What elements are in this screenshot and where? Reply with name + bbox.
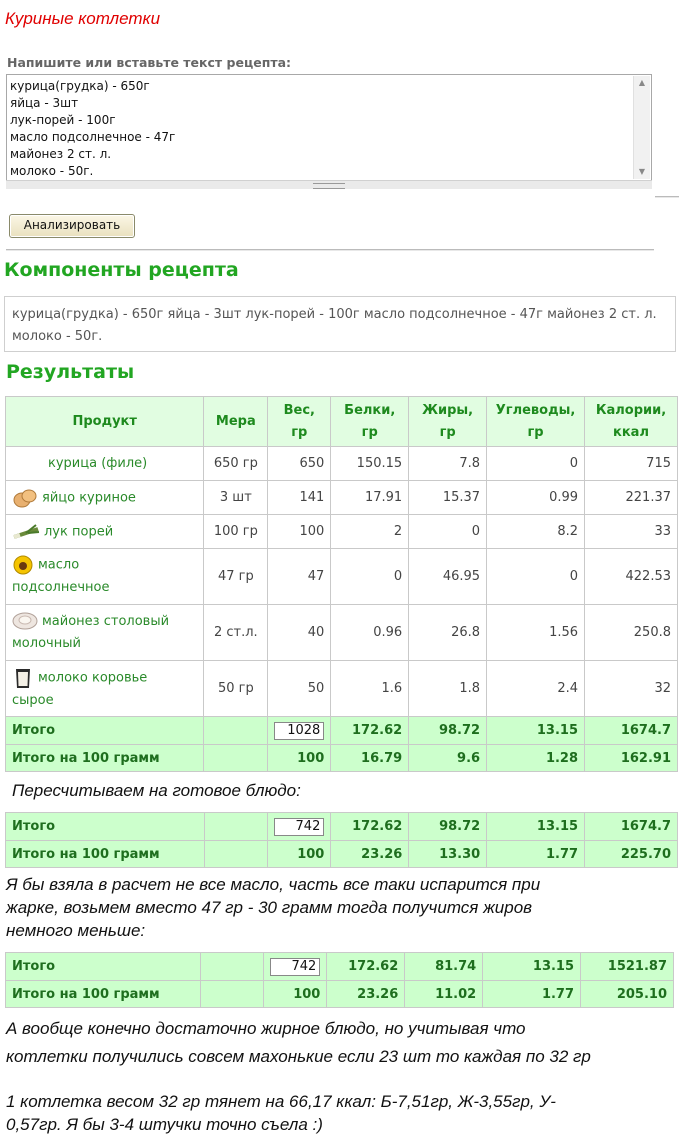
col-product: Продукт xyxy=(6,397,204,447)
total-calories: 1674.7 xyxy=(585,717,678,745)
textarea-resize-handle[interactable] xyxy=(6,180,652,189)
cell-measure: 50 гр xyxy=(204,661,268,717)
cell-calories: 715 xyxy=(585,447,678,481)
recipe-line: майонез 2 ст. л. xyxy=(10,147,112,161)
per100-weight: 100 xyxy=(268,745,331,772)
per100-protein: 16.79 xyxy=(331,745,409,772)
total-weight-input[interactable]: 742 xyxy=(274,818,324,836)
cell-fat: 0 xyxy=(409,515,487,549)
per100-label: Итого на 100 грамм xyxy=(6,981,201,1008)
total-protein: 172.62 xyxy=(331,813,409,841)
recipe-text-lines xyxy=(10,78,175,180)
cell-calories: 422.53 xyxy=(585,549,678,605)
per100-fat: 9.6 xyxy=(409,745,487,772)
total-carbs: 13.15 xyxy=(487,813,585,841)
per100-calories: 162.91 xyxy=(585,745,678,772)
total-empty xyxy=(204,717,268,745)
table-row xyxy=(6,481,678,515)
recalc-note: Пересчитываем на готовое блюдо: xyxy=(12,781,301,800)
scroll-down-arrow-icon[interactable]: ▼ xyxy=(638,167,646,176)
divider xyxy=(655,196,679,198)
total-weight-cell xyxy=(268,813,331,841)
per100-weight: 100 xyxy=(264,981,327,1008)
total-weight-input[interactable]: 742 xyxy=(270,958,320,976)
col-fat: Жиры, гр xyxy=(409,397,487,447)
product-link[interactable]: молоко коровье сырое xyxy=(6,661,204,717)
total-label: Итого xyxy=(6,717,204,745)
recipe-line: курица(грудка) - 650г xyxy=(10,79,150,93)
cell-protein: 0.96 xyxy=(331,605,409,661)
cell-measure: 650 гр xyxy=(204,447,268,481)
leek-icon xyxy=(12,523,40,541)
cell-carbs: 1.56 xyxy=(487,605,585,661)
analyze-button[interactable]: Анализировать xyxy=(9,214,135,238)
cell-weight: 100 xyxy=(268,515,331,549)
scroll-up-arrow-icon[interactable]: ▲ xyxy=(638,78,646,87)
total-fat: 98.72 xyxy=(409,813,487,841)
oil-note-line: немного меньше: xyxy=(6,921,146,940)
table-row xyxy=(6,549,678,605)
per100-empty xyxy=(204,841,268,868)
total-carbs: 13.15 xyxy=(483,953,581,981)
fat-note-line: котлетки получились совсем махонькие если 23 шт то каждая по 32 гр xyxy=(6,1047,591,1066)
total-label: Итого xyxy=(6,953,201,981)
divider xyxy=(6,249,654,251)
product-link[interactable]: масло подсолнечное xyxy=(6,549,204,605)
recipe-line: молоко - 50г. xyxy=(10,164,94,178)
fat-note-line: А вообще конечно достаточно жирное блюдо, но учитывая что xyxy=(6,1019,526,1038)
cell-weight: 40 xyxy=(268,605,331,661)
recipe-title: Куриные котлетки xyxy=(5,9,161,28)
cell-fat: 7.8 xyxy=(409,447,487,481)
per100-carbs: 1.28 xyxy=(487,745,585,772)
cell-measure: 2 ст.л. xyxy=(204,605,268,661)
total-row xyxy=(6,717,678,745)
total-calories: 1521.87 xyxy=(581,953,674,981)
total-label: Итого xyxy=(6,813,205,841)
per100-carbs: 1.77 xyxy=(487,841,585,868)
per100-protein: 23.26 xyxy=(331,841,409,868)
cell-carbs: 0 xyxy=(487,447,585,481)
col-carbs: Углеводы, гр xyxy=(487,397,585,447)
total-fat: 98.72 xyxy=(409,717,487,745)
cell-weight: 141 xyxy=(268,481,331,515)
cell-measure: 3 шт xyxy=(204,481,268,515)
oil-note xyxy=(6,873,540,942)
cell-fat: 26.8 xyxy=(409,605,487,661)
product-link[interactable]: курица (филе) xyxy=(6,447,204,481)
cell-measure: 100 гр xyxy=(204,515,268,549)
per100-row xyxy=(6,745,678,772)
per100-row xyxy=(6,841,678,868)
results-table xyxy=(5,396,678,772)
recipe-textarea[interactable] xyxy=(6,74,652,181)
cutlet-note-line: 1 котлетка весом 32 гр тянет на 66,17 ккал: Б-7,51гр, Ж-3,55гр, У- xyxy=(6,1092,556,1111)
per100-calories: 225.70 xyxy=(585,841,678,868)
cell-protein: 2 xyxy=(331,515,409,549)
components-heading: Компоненты рецепта xyxy=(4,259,239,281)
fat-note xyxy=(6,1015,591,1071)
per100-carbs: 1.77 xyxy=(483,981,581,1008)
per100-label: Итого на 100 грамм xyxy=(6,841,205,868)
per100-calories: 205.10 xyxy=(581,981,674,1008)
total-weight-input[interactable]: 1028 xyxy=(274,722,324,740)
cell-carbs: 8.2 xyxy=(487,515,585,549)
total-carbs: 13.15 xyxy=(487,717,585,745)
oil-note-line: Я бы взяла в расчет не все масло, часть все таки испарится при xyxy=(6,875,541,894)
total-row xyxy=(6,813,678,841)
cell-protein: 150.15 xyxy=(331,447,409,481)
table-row xyxy=(6,605,678,661)
cutlet-note-line: 0,57гр. Я бы 3-4 штучки точно съела :) xyxy=(6,1115,323,1134)
egg-icon xyxy=(12,487,38,509)
recipe-line: яйца - 3шт xyxy=(10,96,79,110)
table-row xyxy=(6,661,678,717)
cell-weight: 47 xyxy=(268,549,331,605)
total-empty xyxy=(204,813,268,841)
total-protein: 172.62 xyxy=(327,953,405,981)
per100-empty xyxy=(200,981,264,1008)
cell-calories: 250.8 xyxy=(585,605,678,661)
cutlet-note xyxy=(6,1090,556,1136)
oil-recalc-table xyxy=(5,952,674,1008)
cell-protein: 1.6 xyxy=(331,661,409,717)
table-row xyxy=(6,447,678,481)
cell-carbs: 0.99 xyxy=(487,481,585,515)
per100-weight: 100 xyxy=(268,841,331,868)
recipe-line: масло подсолнечное - 47г xyxy=(10,130,176,144)
total-fat: 81.74 xyxy=(405,953,483,981)
per100-fat: 11.02 xyxy=(405,981,483,1008)
per100-label: Итого на 100 грамм xyxy=(6,745,204,772)
textarea-scrollbar[interactable] xyxy=(633,76,650,179)
cell-calories: 221.37 xyxy=(585,481,678,515)
col-protein: Белки, гр xyxy=(331,397,409,447)
product-link[interactable]: лук порей xyxy=(6,515,204,549)
cell-weight: 650 xyxy=(268,447,331,481)
milk-icon xyxy=(12,666,34,690)
product-link[interactable]: яйцо куриное xyxy=(6,481,204,515)
table-header-row xyxy=(6,397,678,447)
cell-fat: 1.8 xyxy=(409,661,487,717)
grip-icon xyxy=(313,183,345,189)
cell-carbs: 2.4 xyxy=(487,661,585,717)
cell-weight: 50 xyxy=(268,661,331,717)
total-weight-cell xyxy=(264,953,327,981)
oil-note-line: жарке, возьмем вместо 47 гр - 30 грамм тогда получится жиров xyxy=(6,898,533,917)
total-row xyxy=(6,953,674,981)
per100-fat: 13.30 xyxy=(409,841,487,868)
cell-measure: 47 гр xyxy=(204,549,268,605)
sunflower-oil-icon xyxy=(12,554,34,576)
cell-protein: 17.91 xyxy=(331,481,409,515)
cell-calories: 32 xyxy=(585,661,678,717)
cell-fat: 15.37 xyxy=(409,481,487,515)
recipe-line: лук-порей - 100г xyxy=(10,113,116,127)
total-weight-cell xyxy=(268,717,331,745)
cell-calories: 33 xyxy=(585,515,678,549)
recipe-input-label: Напишите или вставьте текст рецепта: xyxy=(7,55,292,70)
table-row xyxy=(6,515,678,549)
total-empty xyxy=(200,953,264,981)
mayonnaise-icon xyxy=(12,611,38,631)
cell-protein: 0 xyxy=(331,549,409,605)
components-box: курица(грудка) - 650г яйца - 3шт лук-порей - 100г масло подсолнечное - 47г майонез 2 ст. л. молоко - 50г. xyxy=(4,296,676,352)
per100-row xyxy=(6,981,674,1008)
recalc-table xyxy=(5,812,678,868)
per100-protein: 23.26 xyxy=(327,981,405,1008)
cell-carbs: 0 xyxy=(487,549,585,605)
col-calories: Калории, ккал xyxy=(585,397,678,447)
per100-empty xyxy=(204,745,268,772)
total-protein: 172.62 xyxy=(331,717,409,745)
col-weight: Вес, гр xyxy=(268,397,331,447)
total-calories: 1674.7 xyxy=(585,813,678,841)
cell-fat: 46.95 xyxy=(409,549,487,605)
col-measure: Мера xyxy=(204,397,268,447)
product-link[interactable]: майонез столовый молочный xyxy=(6,605,204,661)
results-heading: Результаты xyxy=(6,361,135,383)
